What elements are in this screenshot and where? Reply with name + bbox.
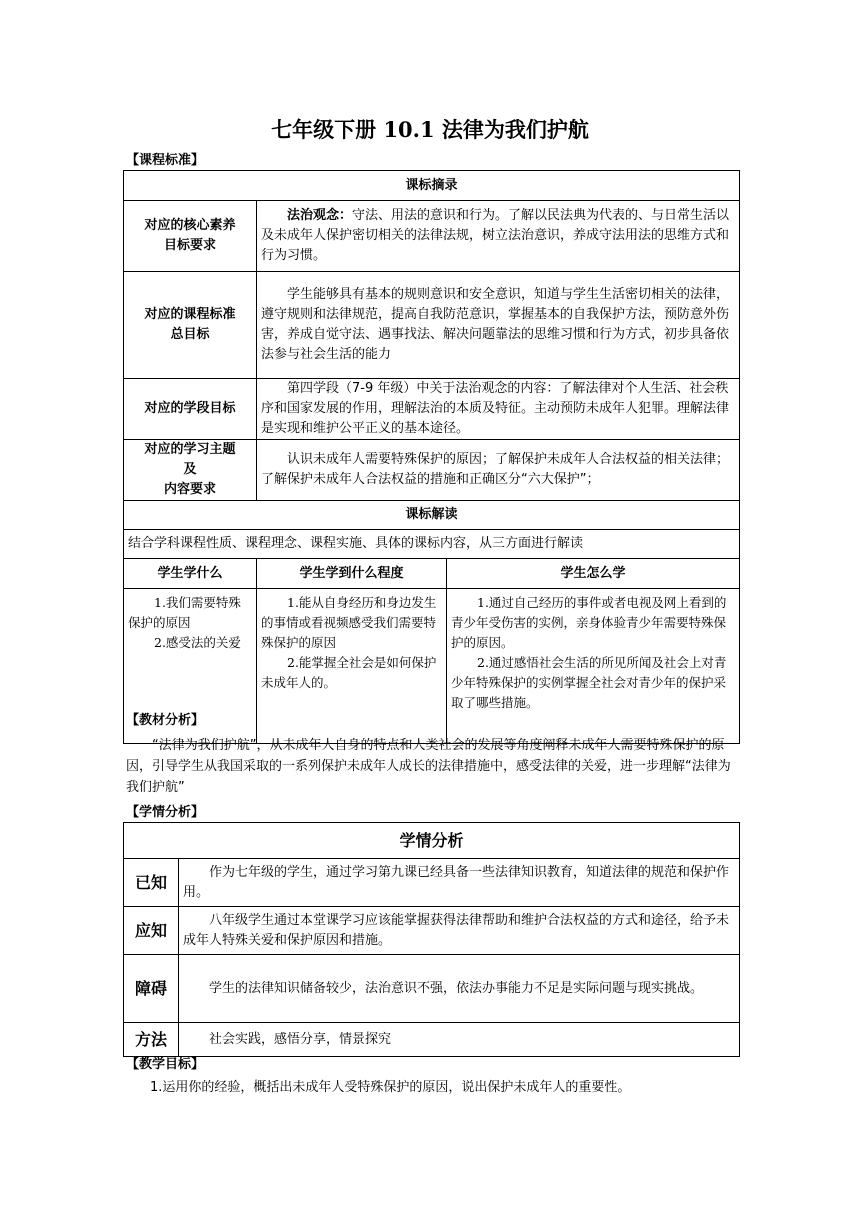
learner-header: 学情分析: [124, 823, 740, 859]
teaching-goal-1: 1.运用你的经验，概括出未成年人受特殊保护的原因，说出保护未成年人的重要性。: [150, 1080, 631, 1095]
interpret-text: 结合学科课程性质、课程理念、课程实施、具体的课标内容，从三方面进行解读: [124, 530, 740, 559]
row-content-core: 法治观念：守法、用法的意识和行为。了解以民法典为代表的、与日常生活以及未成年人保护密切相关的法律法规，树立法治意识，养成守法用法的思维方式和行为习惯。: [257, 201, 740, 272]
label-should-know: 应知: [124, 907, 179, 955]
row-label-stage: 对应的学段目标: [124, 379, 257, 440]
section-material-analysis: 【教材分析】: [126, 713, 205, 728]
row-content-overall: 学生能够具有基本的规则意识和安全意识，知道与学生生活密切相关的法律，遵守规则和法律规范，提高自我防范意识，掌握基本的自我保护方法，预防意外伤害，养成自觉守法、遇事找法、解决问题靠法的思维习惯和行为方式，初步具备依法参与社会生活的能力: [257, 272, 740, 379]
label-known: 已知: [124, 859, 179, 907]
page-title: 七年级下册 10.1 法律为我们护航: [271, 117, 589, 142]
row-label-core: 对应的核心素养 目标要求: [124, 201, 257, 272]
label-obstacle: 障碍: [124, 955, 179, 1023]
col-how-content: 1.通过自己经历的事件或者电视及网上看到的青少年受伤害的实例，亲身体验青少年需要特殊保护的原因。 2.通过感悟社会生活的所见所闻及社会上对青少年特殊保护的实例掌握全社会对青少年的保护采取了哪些措施。: [447, 589, 740, 744]
row-label-theme: 对应的学习主题 及 内容要求: [124, 440, 257, 501]
content-method: 社会实践，感悟分享，情景探究: [179, 1023, 740, 1057]
col-header-what: 学生学什么: [124, 559, 257, 589]
material-analysis-text: “法律为我们护航”，从未成年人自身的特点和人类社会的发展等角度阐释未成年人需要特殊保护的原因，引导学生从我国采取的一系列保护未成年人成长的法律措施中，感受法律的关爱，进一步理解“法律为我们护航”: [126, 738, 731, 795]
row-content-stage: 第四学段（7-9 年级）中关于法治观念的内容：了解法律对个人生活、社会秩序和国家发展的作用，理解法治的本质及特征。主动预防未成年人犯罪。理解法律是实现和维护公平正义的基本途径。: [257, 379, 740, 440]
section-teaching-goals: 【教学目标】: [126, 1057, 205, 1072]
col-header-how: 学生怎么学: [447, 559, 740, 589]
col-header-degree: 学生学到什么程度: [257, 559, 447, 589]
learner-analysis-table: [123, 822, 740, 1057]
interpret-header: 课标解读: [124, 501, 740, 530]
content-known: 作为七年级的学生，通过学习第九课已经具备一些法律知识教育，知道法律的规范和保护作用。: [179, 859, 740, 907]
row-content-theme: 认识未成年人需要特殊保护的原因；了解保护未成年人合法权益的相关法律；了解保护未成年人合法权益的措施和正确区分“六大保护”；: [257, 440, 740, 501]
row-label-overall: 对应的课程标准 总目标: [124, 272, 257, 379]
section-course-standard: 【课程标准】: [126, 153, 205, 168]
section-learner-analysis: 【学情分析】: [126, 805, 205, 820]
excerpt-header: 课标摘录: [124, 171, 740, 201]
col-what-content: 1.我们需要特殊保护的原因 2.感受法的关爱: [124, 589, 257, 744]
content-obstacle: 学生的法律知识储备较少，法治意识不强，依法办事能力不足是实际问题与现实挑战。: [179, 955, 740, 1023]
label-method: 方法: [124, 1023, 179, 1057]
course-standard-table: [123, 170, 740, 744]
col-degree-content: 1.能从自身经历和身边发生的事情或看视频感受我们需要特殊保护的原因 2.能掌握全社会是如何保护未成年人的。: [257, 589, 447, 744]
content-should-know: 八年级学生通过本堂课学习应该能掌握获得法律帮助和维护合法权益的方式和途径，给予未成年人特殊关爱和保护原因和措施。: [179, 907, 740, 955]
